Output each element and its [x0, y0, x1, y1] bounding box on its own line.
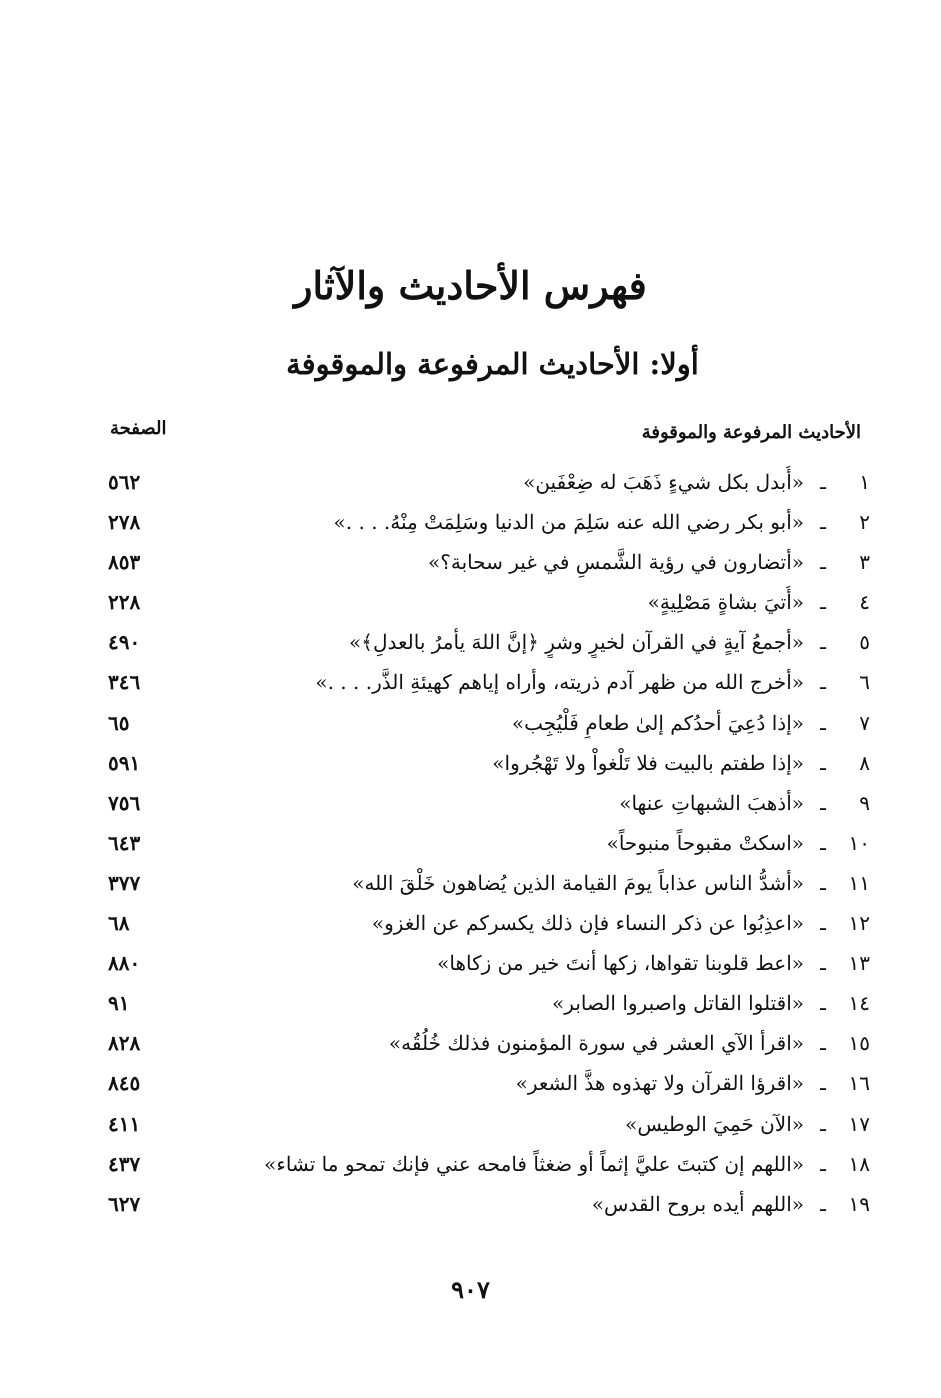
- entry-dash: ـ: [820, 710, 826, 735]
- entry-number: ٣: [859, 550, 870, 575]
- entry-page: ٤١١: [108, 1111, 141, 1136]
- entry-number: ١١: [848, 870, 870, 895]
- entry-text: «أجمعُ آيةٍ في القرآن لخيرٍ وشرٍ ﴿إنَّ اللهَ يأمرُ بالعدلِ﴾»: [349, 630, 804, 655]
- index-entry: [100, 703, 870, 743]
- entry-dash: ـ: [820, 510, 826, 535]
- entry-page: ٦٢٧: [108, 1191, 141, 1216]
- entry-text: «اقرأ الآي العشر في سورة المؤمنون فذلك خُلُقُه»: [388, 1031, 804, 1056]
- index-entry: [100, 783, 870, 823]
- entry-page: ٩١: [108, 991, 130, 1016]
- entry-page: ٢٢٨: [108, 590, 141, 615]
- entry-text: «أذهبَ الشبهاتِ عنها»: [619, 790, 804, 815]
- entry-page: ٧٥٦: [108, 790, 141, 815]
- entry-text: «أُتيَ بشاةٍ مَصْلِيةٍ»: [647, 590, 804, 615]
- entry-page: ٢٧٨: [108, 510, 141, 535]
- page-title: فهرس الأحاديث والآثار: [294, 263, 647, 308]
- page-number: ٩٠٧: [451, 1275, 490, 1304]
- entry-dash: ـ: [820, 1071, 826, 1096]
- index-entry: [100, 622, 870, 662]
- entry-text: «أُبدل بكل شيءٍ ذَهَبَ له ضِعْفَين»: [523, 470, 804, 494]
- entry-number: ١٢: [848, 911, 870, 936]
- entry-dash: ـ: [820, 630, 826, 655]
- entry-number: ١٣: [848, 951, 870, 976]
- entry-dash: ـ: [820, 1151, 826, 1176]
- entry-number: ٢: [859, 510, 870, 535]
- entry-dash: ـ: [820, 470, 826, 494]
- entry-dash: ـ: [820, 951, 826, 976]
- index-entry: [100, 1023, 870, 1063]
- entry-page: ٥٩١: [108, 750, 141, 775]
- entry-text: «اعذِبُوا عن ذكر النساء فإن ذلك يكسركم عن الغزو»: [371, 911, 804, 936]
- index-entry: [100, 903, 870, 943]
- entry-text: «اللهم إن كتبتَ عليَّ إثماً أو ضغثاً فامحه عني فإنك تمحو ما تشاء»: [264, 1151, 804, 1176]
- index-entry: [100, 462, 870, 502]
- entry-number: ١٠: [848, 830, 870, 855]
- entry-dash: ـ: [820, 550, 826, 575]
- entry-text: «إذا طفتم بالبيت فلا تَلْغواْ ولا تَهْجُروا»: [492, 750, 804, 775]
- entry-dash: ـ: [820, 1191, 826, 1216]
- entry-number: ١: [859, 470, 870, 494]
- entry-page: ٨٤٥: [108, 1071, 141, 1096]
- entry-dash: ـ: [820, 1111, 826, 1136]
- entry-page: ٦٨: [108, 911, 130, 936]
- entry-dash: ـ: [820, 911, 826, 936]
- entry-number: ٦: [859, 670, 870, 695]
- index-entry: [100, 983, 870, 1023]
- entry-dash: ـ: [820, 590, 826, 615]
- entry-number: ٥: [859, 630, 870, 655]
- entry-dash: ـ: [820, 830, 826, 855]
- hadith-index-list: [100, 462, 870, 1224]
- entry-page: ٣٧٧: [108, 870, 141, 895]
- entry-dash: ـ: [820, 670, 826, 695]
- entry-number: ١٩: [848, 1191, 870, 1216]
- index-entry: [100, 1144, 870, 1184]
- entry-page: ٦٤٣: [108, 830, 141, 855]
- index-entry: [100, 1104, 870, 1144]
- entry-number: ٧: [859, 710, 870, 735]
- entry-number: ٩: [859, 790, 870, 815]
- entry-dash: ـ: [820, 870, 826, 895]
- entry-text: «اللهم أيده بروح القدس»: [591, 1191, 804, 1216]
- index-entry: [100, 823, 870, 863]
- entry-dash: ـ: [820, 750, 826, 775]
- entry-number: ٨: [859, 750, 870, 775]
- entry-text: «أبو بكر رضي الله عنه سَلِمَ من الدنيا وسَلِمَتْ مِنْهُ. . . .»: [333, 510, 804, 535]
- entry-number: ٤: [859, 590, 870, 615]
- entry-text: «الآن حَمِيَ الوطيس»: [625, 1111, 804, 1136]
- index-entry: [100, 943, 870, 983]
- hadith-column-header: الأحاديث المرفوعة والموقوفة: [641, 422, 861, 443]
- index-entry: [100, 662, 870, 702]
- entry-text: «اعط قلوبنا تقواها، زكها أنتَ خير من زكاها»: [437, 951, 804, 976]
- entry-dash: ـ: [820, 790, 826, 815]
- entry-number: ١٨: [848, 1151, 870, 1176]
- section-title: أولا: الأحاديث المرفوعة والموقوفة: [286, 347, 699, 381]
- index-entry: [100, 743, 870, 783]
- entry-number: ١٤: [848, 991, 870, 1016]
- entry-text: «أتضارون في رؤية الشَّمسِ في غير سحابة؟»: [428, 550, 804, 575]
- entry-text: «أشدُّ الناس عذاباً يومَ القيامة الذين يُضاهون خَلْقَ الله»: [352, 870, 804, 895]
- entry-number: ١٥: [848, 1031, 870, 1056]
- index-entry: [100, 1063, 870, 1103]
- entry-dash: ـ: [820, 991, 826, 1016]
- entry-dash: ـ: [820, 1031, 826, 1056]
- entry-text: «إذا دُعِيَ أحدُكم إلىٰ طعامٍ فَلْيُجِب»: [511, 710, 804, 735]
- index-entry: [100, 1184, 870, 1224]
- entry-page: ٣٤٦: [108, 670, 141, 695]
- index-entry: [100, 542, 870, 582]
- entry-page: ٦٥: [108, 710, 130, 735]
- entry-page: ٥٦٢: [108, 470, 141, 494]
- entry-text: «اقتلوا القاتل واصبروا الصابر»: [552, 991, 804, 1016]
- entry-page: ٨٨٠: [108, 951, 141, 976]
- entry-number: ١٦: [848, 1071, 870, 1096]
- entry-text: «اقرؤا القرآن ولا تهذوه هذَّ الشعر»: [515, 1071, 804, 1096]
- entry-text: «أخرج الله من ظهر آدم ذريته، وأراه إياهم كهيئةِ الذَّر. . . .»: [315, 670, 804, 695]
- entry-number: ١٧: [848, 1111, 870, 1136]
- entry-page: ٨٥٣: [108, 550, 141, 575]
- entry-page: ٤٩٠: [108, 630, 141, 655]
- index-entry: [100, 502, 870, 542]
- entry-text: «اسكتْ مقبوحاً منبوحاً»: [606, 830, 804, 855]
- entry-page: ٤٣٧: [108, 1151, 141, 1176]
- page-column-header: الصفحة: [110, 418, 167, 439]
- index-entry: [100, 863, 870, 903]
- entry-page: ٨٢٨: [108, 1031, 141, 1056]
- index-entry: [100, 582, 870, 622]
